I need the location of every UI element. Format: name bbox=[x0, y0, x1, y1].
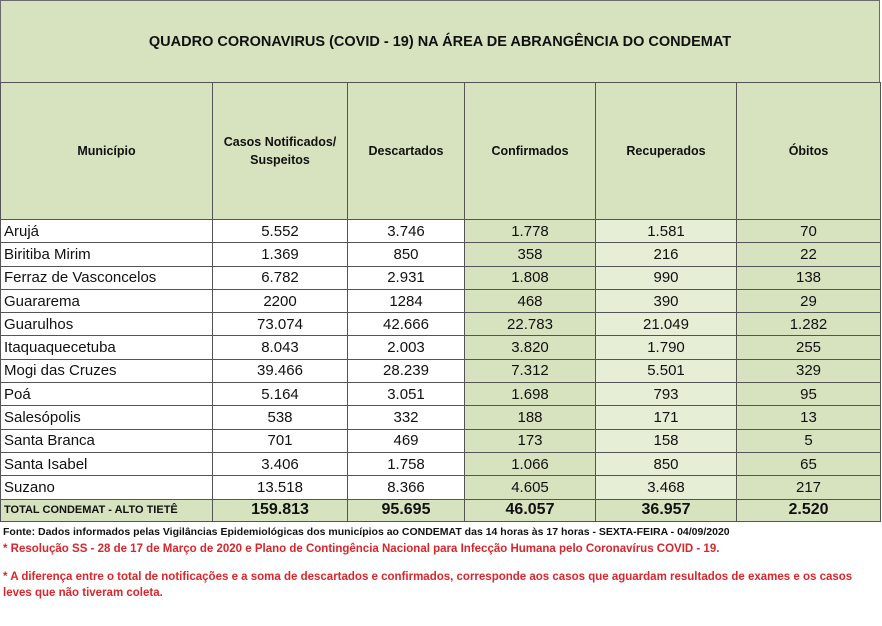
cell-recuperados: 3.468 bbox=[596, 476, 737, 499]
cell-obitos: 5 bbox=[737, 429, 881, 452]
cell-descartados: 1284 bbox=[348, 289, 465, 312]
header-casos-line2: Suspeitos bbox=[250, 153, 310, 167]
table-row bbox=[1, 452, 881, 475]
cell-recuperados: 5.501 bbox=[596, 359, 737, 382]
table-row bbox=[1, 359, 881, 382]
cell-obitos: 65 bbox=[737, 452, 881, 475]
cell-casos: 6.782 bbox=[213, 266, 348, 289]
cell-recuperados: 850 bbox=[596, 452, 737, 475]
cell-confirmados: 3.820 bbox=[465, 336, 596, 359]
table-row bbox=[1, 383, 881, 406]
cell-descartados: 3.746 bbox=[348, 220, 465, 243]
total-label: TOTAL CONDEMAT - ALTO TIETÊ bbox=[1, 499, 213, 521]
cell-obitos: 70 bbox=[737, 220, 881, 243]
cell-confirmados: 4.605 bbox=[465, 476, 596, 499]
cell-casos: 538 bbox=[213, 406, 348, 429]
cell-casos: 73.074 bbox=[213, 313, 348, 336]
cell-confirmados: 468 bbox=[465, 289, 596, 312]
total-descartados: 95.695 bbox=[348, 499, 465, 521]
cell-recuperados: 21.049 bbox=[596, 313, 737, 336]
covid-data-table bbox=[0, 82, 881, 522]
cell-casos: 5.552 bbox=[213, 220, 348, 243]
cell-municipio: Itaquaquecetuba bbox=[1, 336, 213, 359]
header-casos-line1: Casos Notificados/ bbox=[223, 134, 337, 149]
table-row bbox=[1, 289, 881, 312]
cell-confirmados: 358 bbox=[465, 243, 596, 266]
cell-casos: 39.466 bbox=[213, 359, 348, 382]
cell-recuperados: 1.581 bbox=[596, 220, 737, 243]
cell-municipio: Poá bbox=[1, 383, 213, 406]
cell-recuperados: 390 bbox=[596, 289, 737, 312]
cell-municipio: Suzano bbox=[1, 476, 213, 499]
total-recuperados: 36.957 bbox=[596, 499, 737, 521]
cell-municipio: Santa Branca bbox=[1, 429, 213, 452]
cell-descartados: 28.239 bbox=[348, 359, 465, 382]
cell-obitos: 1.282 bbox=[737, 313, 881, 336]
cell-confirmados: 1.066 bbox=[465, 452, 596, 475]
cell-municipio: Salesópolis bbox=[1, 406, 213, 429]
header-municipio: Município bbox=[1, 83, 213, 220]
cell-confirmados: 1.778 bbox=[465, 220, 596, 243]
table-row bbox=[1, 220, 881, 243]
cell-obitos: 329 bbox=[737, 359, 881, 382]
cell-obitos: 138 bbox=[737, 266, 881, 289]
cell-descartados: 469 bbox=[348, 429, 465, 452]
header-recuperados: Recuperados bbox=[596, 83, 737, 220]
cell-casos: 3.406 bbox=[213, 452, 348, 475]
cell-confirmados: 173 bbox=[465, 429, 596, 452]
cell-municipio: Guararema bbox=[1, 289, 213, 312]
difference-note: * A diferença entre o total de notificações e a soma de descartados e confirmados, corresponde aos casos que aguardam resultados de exames e os casos leves que não tiveram coleta. bbox=[3, 571, 853, 599]
cell-obitos: 217 bbox=[737, 476, 881, 499]
header-casos bbox=[213, 83, 348, 220]
table-row bbox=[1, 429, 881, 452]
total-casos: 159.813 bbox=[213, 499, 348, 521]
cell-casos: 1.369 bbox=[213, 243, 348, 266]
cell-recuperados: 158 bbox=[596, 429, 737, 452]
header-descartados: Descartados bbox=[348, 83, 465, 220]
cell-casos: 8.043 bbox=[213, 336, 348, 359]
cell-confirmados: 1.808 bbox=[465, 266, 596, 289]
cell-casos: 5.164 bbox=[213, 383, 348, 406]
cell-obitos: 22 bbox=[737, 243, 881, 266]
resolution-note: * Resolução SS - 28 de 17 de Março de 2020 e Plano de Contingência Nacional para Infecção Humana pelo Coronavírus COVID - 19. bbox=[3, 543, 720, 555]
table-row bbox=[1, 406, 881, 429]
cell-municipio: Biritiba Mirim bbox=[1, 243, 213, 266]
cell-recuperados: 1.790 bbox=[596, 336, 737, 359]
cell-casos: 2200 bbox=[213, 289, 348, 312]
cell-recuperados: 216 bbox=[596, 243, 737, 266]
total-row bbox=[1, 499, 881, 521]
cell-confirmados: 188 bbox=[465, 406, 596, 429]
table-row bbox=[1, 476, 881, 499]
cell-descartados: 2.003 bbox=[348, 336, 465, 359]
footnotes bbox=[3, 525, 879, 601]
header-obitos: Óbitos bbox=[737, 83, 881, 220]
table-row bbox=[1, 266, 881, 289]
total-obitos: 2.520 bbox=[737, 499, 881, 521]
cell-recuperados: 990 bbox=[596, 266, 737, 289]
table-header-row bbox=[1, 83, 881, 220]
cell-municipio: Mogi das Cruzes bbox=[1, 359, 213, 382]
cell-municipio: Ferraz de Vasconcelos bbox=[1, 266, 213, 289]
cell-casos: 13.518 bbox=[213, 476, 348, 499]
table-row bbox=[1, 336, 881, 359]
cell-municipio: Santa Isabel bbox=[1, 452, 213, 475]
cell-confirmados: 7.312 bbox=[465, 359, 596, 382]
cell-recuperados: 171 bbox=[596, 406, 737, 429]
cell-confirmados: 22.783 bbox=[465, 313, 596, 336]
cell-obitos: 255 bbox=[737, 336, 881, 359]
cell-obitos: 29 bbox=[737, 289, 881, 312]
header-confirmados: Confirmados bbox=[465, 83, 596, 220]
cell-descartados: 850 bbox=[348, 243, 465, 266]
cell-municipio: Arujá bbox=[1, 220, 213, 243]
report-title: QUADRO CORONAVIRUS (COVID - 19) NA ÁREA DE ABRANGÊNCIA DO CONDEMAT bbox=[0, 0, 880, 84]
cell-descartados: 332 bbox=[348, 406, 465, 429]
total-confirmados: 46.057 bbox=[465, 499, 596, 521]
cell-casos: 701 bbox=[213, 429, 348, 452]
table-row bbox=[1, 313, 881, 336]
cell-municipio: Guarulhos bbox=[1, 313, 213, 336]
cell-obitos: 13 bbox=[737, 406, 881, 429]
cell-obitos: 95 bbox=[737, 383, 881, 406]
source-note: Fonte: Dados informados pelas Vigilâncias Epidemiológicas dos municípios ao CONDEMAT das 14 horas às 17 horas - SEXTA-FEIRA - 04/09/2020 bbox=[3, 526, 730, 538]
cell-descartados: 1.758 bbox=[348, 452, 465, 475]
cell-recuperados: 793 bbox=[596, 383, 737, 406]
cell-descartados: 42.666 bbox=[348, 313, 465, 336]
cell-confirmados: 1.698 bbox=[465, 383, 596, 406]
table-row bbox=[1, 243, 881, 266]
cell-descartados: 2.931 bbox=[348, 266, 465, 289]
cell-descartados: 8.366 bbox=[348, 476, 465, 499]
cell-descartados: 3.051 bbox=[348, 383, 465, 406]
